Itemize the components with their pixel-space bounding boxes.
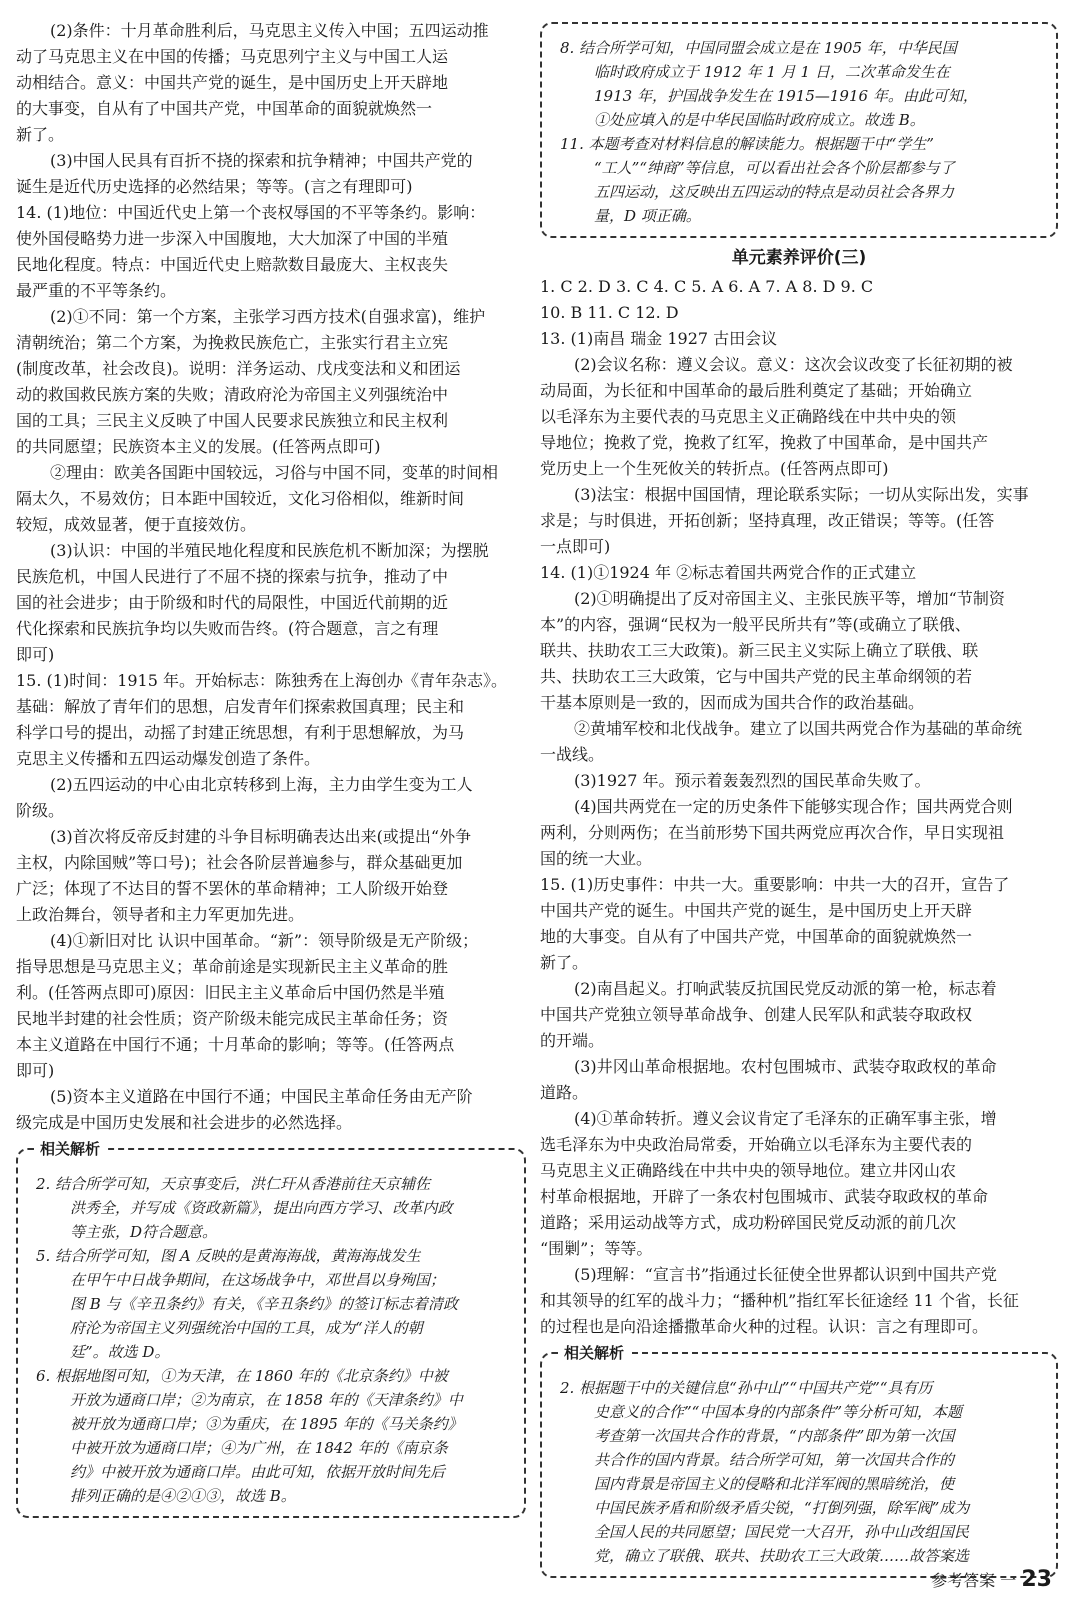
text-line: 即可) <box>16 645 55 664</box>
text-line: 清朝统治；第二个方案，为挽救民族危亡，主张实行君主立宪 <box>16 333 449 352</box>
analysis-label: 相关解析 <box>558 1342 630 1363</box>
text-line: 新了。 <box>16 125 65 144</box>
analysis-box-right <box>540 1344 1058 1578</box>
text-line: 诞生是近代历史选择的必然结果；等等。(言之有理即可) <box>16 177 413 196</box>
text-line: 10. B 11. C 12. D <box>540 303 679 322</box>
text-line: 党，确立了联俄、联共、扶助农工三大政策……故答案选 <box>594 1547 970 1565</box>
text-line: 民地半封建的社会性质；资产阶级未能完成民主革命任务；资 <box>16 1009 449 1028</box>
text-line: 党历史上一个生死攸关的转折点。(任答两点即可) <box>540 459 889 478</box>
text-line: ①处应填入的是中华民国临时政府成立。故选 B。 <box>594 111 925 129</box>
text-line: 代化探索和民族抗争均以失败而告终。(符合题意，言之有理 <box>16 619 439 638</box>
q14-block <box>540 560 1058 872</box>
text-line: 开放为通商口岸；②为南京，在 1858 年的《天津条约》中 <box>70 1391 463 1409</box>
text-line: 求是；与时俱进，开拓创新；坚持真理，改正错误；等等。(任答 <box>540 511 995 530</box>
text-line: 科学口号的提出，动摇了封建正统思想，有利于思想解放，为马 <box>16 723 465 742</box>
text-line: (3)1927 年。预示着轰轰烈烈的国民革命失败了。 <box>574 771 931 790</box>
text-line: 国的统一大业。 <box>540 849 653 868</box>
text-line: 两利，分则两伤；在当前形势下国共两党应再次合作，早日实现祖 <box>540 823 1005 842</box>
text-line: 8. 结合所学可知，中国同盟会成立是在 1905 年，中华民国 <box>560 39 957 57</box>
page-number: 23 <box>1021 1567 1052 1592</box>
text-line: 国的工具；三民主义反映了中国人民要求民族独立和民主权利 <box>16 411 449 430</box>
footer-label: 参考答案 <box>931 1571 996 1590</box>
text-line: (5)资本主义道路在中国行不通；中国民主革命任务由无产阶 <box>50 1087 473 1106</box>
text-line: 府沦为帝国主义列强统治中国的工具，成为“洋人的朝 <box>70 1319 423 1337</box>
text-line: 指导思想是马克思主义；革命前途是实现新民主主义革命的胜 <box>16 957 449 976</box>
text-line: 等主张，D符合题意。 <box>70 1223 218 1241</box>
text-line: 基础：解放了青年们的思想，启发青年们探索救国真理；民主和 <box>16 697 465 716</box>
text-line: 排列正确的是④②①③，故选 B。 <box>70 1487 296 1505</box>
text-line: 和其领导的红军的战斗力；“播种机”指红军长征途经 11 个省，长征 <box>540 1291 1019 1310</box>
text-line: 国的社会进步；由于阶级和时代的局限性，中国近代前期的近 <box>16 593 449 612</box>
text-line: 的过程也是向沿途播撒革命火种的过程。认识：言之有理即可。 <box>540 1317 989 1336</box>
page-footer <box>931 1567 1052 1592</box>
text-line: 五四运动，这反映出五四运动的特点是动员社会各界力 <box>594 183 955 201</box>
text-line: 一点即可) <box>540 537 611 556</box>
left-column <box>16 18 526 1524</box>
text-line: 本”的内容，强调“民权为一般平民所共有”等(或确立了联俄、 <box>540 615 971 634</box>
text-line: (2)南昌起义。打响武装反抗国民党反动派的第一枪，标志着 <box>574 979 997 998</box>
text-line: 广泛；体现了不达目的誓不罢休的革命精神；工人阶级开始登 <box>16 879 449 898</box>
text-line: 中国共产党的诞生。中国共产党的诞生，是中国历史上开天辟 <box>540 901 973 920</box>
text-line: 最严重的不平等条约。 <box>16 281 177 300</box>
text-line: (3)法宝：根据中国国情，理论联系实际；一切从实际出发，实事 <box>574 485 1029 504</box>
text-line: 选毛泽东为中央政治局常委，开始确立以毛泽东为主要代表的 <box>540 1135 973 1154</box>
q15-block <box>540 872 1058 1340</box>
text-line: 的开端。 <box>540 1031 605 1050</box>
q14-block <box>16 200 526 668</box>
text-line: 动局面，为长征和中国革命的最后胜利奠定了基础；开始确立 <box>540 381 973 400</box>
text-line: 共、扶助农工三大政策，它与中国共产党的民主革命纲领的若 <box>540 667 973 686</box>
text-line: 较短，成效显著，便于直接效仿。 <box>16 515 257 534</box>
text-line: 导地位；挽救了党，挽救了红军，挽救了中国革命，是中国共产 <box>540 433 989 452</box>
text-line: ②理由：欧美各国距中国较远，习俗与中国不同，变革的时间相 <box>50 463 499 482</box>
text-line: (4)国共两党在一定的历史条件下能够实现合作；国共两党合则 <box>574 797 1013 816</box>
multiple-choice-answers <box>540 274 1058 326</box>
text-line: (3)井冈山革命根据地。农村包围城市、武装夺取政权的革命 <box>574 1057 997 1076</box>
text-line: 动的救国救民族方案的失败；清政府沦为帝国主义列强统治中 <box>16 385 449 404</box>
text-line: 6. 根据地图可知，①为天津，在 1860 年的《北京条约》中被 <box>36 1367 448 1385</box>
text-line: 中被开放为通商口岸；④为广州，在 1842 年的《南京条 <box>70 1439 448 1457</box>
analysis-box-top <box>540 22 1058 238</box>
text-line: 临时政府成立于 1912 年 1 月 1 日，二次革命发生在 <box>594 63 950 81</box>
text-line: 国内背景是帝国主义的侵略和北洋军阀的黑暗统治，使 <box>594 1475 955 1493</box>
text-line: 级完成是中国历史发展和社会进步的必然选择。 <box>16 1113 353 1132</box>
text-line: 新了。 <box>540 953 589 972</box>
text-line: 11. 本题考查对材料信息的解读能力。根据题干中“学生” <box>560 135 934 153</box>
analysis-box-left <box>16 1140 526 1518</box>
text-line: (2)①不同：第一个方案，主张学习西方技术(自强求富)，维护 <box>50 307 486 326</box>
analysis-label: 相关解析 <box>34 1138 106 1159</box>
text-line: 隔太久，不易效仿；日本距中国较近，文化习俗相似，维新时间 <box>16 489 465 508</box>
text-line: 2. 根据题干中的关键信息“孙中山”“中国共产党”“具有历 <box>560 1379 933 1397</box>
text-line: 14. (1)地位：中国近代史上第一个丧权辱国的不平等条约。影响： <box>16 203 486 222</box>
text-line: (5)理解：“宣言书”指通过长征使全世界都认识到中国共产党 <box>574 1265 998 1284</box>
text-line: (2)会议名称：遵义会议。意义：这次会议改变了长征初期的被 <box>574 355 1013 374</box>
text-line: 利。(任答两点即可)原因：旧民主主义革命后中国仍然是半殖 <box>16 983 445 1002</box>
text-line: 以毛泽东为主要代表的马克思主义正确路线在中共中央的领 <box>540 407 957 426</box>
text-line: 廷”。故选 D。 <box>70 1343 170 1361</box>
text-line: 15. (1)时间：1915 年。开始标志：陈独秀在上海创办《青年杂志》。 <box>16 671 508 690</box>
text-line: 上政治舞台，领导者和主力军更加先进。 <box>16 905 305 924</box>
q15-block <box>16 668 526 1136</box>
text-line: (2)条件：十月革命胜利后，马克思主义传入中国；五四运动推 <box>50 21 489 40</box>
text-line: 民族危机，中国人民进行了不屈不挠的探索与抗争，推动了中 <box>16 567 449 586</box>
text-line: 洪秀全，并写成《资政新篇》，提出向西方学习、改革内政 <box>70 1199 453 1217</box>
text-line: 阶级。 <box>16 801 65 820</box>
text-line: (4)①新旧对比 认识中国革命。“新”：领导阶级是无产阶级； <box>50 931 479 950</box>
text-line: (3)中国人民具有百折不挠的探索和抗争精神；中国共产党的 <box>50 151 473 170</box>
text-line: (3)认识：中国的半殖民地化程度和民族危机不断加深；为摆脱 <box>50 541 489 560</box>
text-line: 1913 年，护国战争发生在 1915—1916 年。由此可知， <box>594 87 978 105</box>
text-line: 主权，内除国贼”等口号)；社会各阶层普遍参与，群众基础更加 <box>16 853 463 872</box>
footer-separator: 一 <box>1000 1571 1017 1590</box>
text-line: 干基本原则是一致的，因而成为国共合作的政治基础。 <box>540 693 925 712</box>
q13-block <box>540 326 1058 560</box>
text-line: 15. (1)历史事件：中共一大。重要影响：中共一大的召开，宣告了 <box>540 875 1010 894</box>
text-line: 克思主义传播和五四运动爆发创造了条件。 <box>16 749 321 768</box>
text-line: 民地化程度。特点：中国近代史上赔款数目最庞大、主权丧失 <box>16 255 449 274</box>
text-line: 联共、扶助农工三大政策)。新三民主义实际上确立了联俄、联 <box>540 641 979 660</box>
text-line: 道路；采用运动战等方式，成功粉碎国民党反动派的前几次 <box>540 1213 957 1232</box>
text-line: 考查第一次国共合作的背景，“内部条件”即为第一次国 <box>594 1427 955 1445</box>
text-line: 13. (1)南昌 瑞金 1927 古田会议 <box>540 329 778 348</box>
text-line: 动相结合。意义：中国共产党的诞生，是中国历史上开天辟地 <box>16 73 449 92</box>
text-line: 的大事变，自从有了中国共产党，中国革命的面貌就焕然一 <box>16 99 433 118</box>
text-line: 村革命根据地，开辟了一条农村包围城市、武装夺取政权的革命 <box>540 1187 989 1206</box>
text-line: 即可) <box>16 1061 55 1080</box>
text-line: 共合作的国内背景。结合所学可知，第一次国共合作的 <box>594 1451 955 1469</box>
text-line: 2. 结合所学可知，天京事变后，洪仁玕从香港前往天京辅佐 <box>36 1175 431 1193</box>
text-line: (2)五四运动的中心由北京转移到上海，主力由学生变为工人 <box>50 775 473 794</box>
text-line: 量，D 项正确。 <box>594 207 701 225</box>
text-line: (2)①明确提出了反对帝国主义、主张民族平等，增加“节制资 <box>574 589 1005 608</box>
text-line: 使外国侵略势力进一步深入中国腹地，大大加深了中国的半殖 <box>16 229 449 248</box>
text-line: 的共同愿望；民族资本主义的发展。(任答两点即可) <box>16 437 381 456</box>
text-line: 动了马克思主义在中国的传播；马克思列宁主义与中国工人运 <box>16 47 449 66</box>
text-line: 史意义的合作”“中国本身的内部条件”等分析可知，本题 <box>594 1403 963 1421</box>
text-line: 约》中被开放为通商口岸。由此可知，依据开放时间先后 <box>70 1463 446 1481</box>
text-line: 图 B 与《辛丑条约》有关，《辛丑条约》的签订标志着清政 <box>70 1295 459 1313</box>
text-line: 在甲午中日战争期间，在这场战争中，邓世昌以身殉国； <box>70 1271 446 1289</box>
text-line: (4)①革命转折。遵义会议肯定了毛泽东的正确军事主张，增 <box>574 1109 997 1128</box>
text-line: (制度改革，社会改良)。说明：洋务运动、戊戌变法和义和团运 <box>16 359 461 378</box>
section-heading: 单元素养评价(三) <box>731 248 867 268</box>
text-line: 全国人民的共同愿望；国民党一大召开，孙中山改组国民 <box>594 1523 970 1541</box>
text-line: 本主义道路在中国行不通；十月革命的影响；等等。(任答两点 <box>16 1035 455 1054</box>
text-line: “围剿”；等等。 <box>540 1239 653 1258</box>
text-line: 道路。 <box>540 1083 589 1102</box>
text-line: 被开放为通商口岸；③为重庆，在 1895 年的《马关条约》 <box>70 1415 463 1433</box>
text-line: 地的大事变。自从有了中国共产党，中国革命的面貌就焕然一 <box>540 927 973 946</box>
text-line: 中国共产党独立领导革命战争、创建人民军队和武装夺取政权 <box>540 1005 973 1024</box>
text-line: 1. C 2. D 3. C 4. C 5. A 6. A 7. A 8. D 9. C <box>540 277 874 296</box>
text-line: 马克思主义正确路线在中共中央的领导地位。建立井冈山农 <box>540 1161 957 1180</box>
text-line: 14. (1)①1924 年 ②标志着国共两党合作的正式建立 <box>540 563 917 582</box>
text-line: “工人”“绅商”等信息，可以看出社会各个阶层都参与了 <box>594 159 955 177</box>
text-line: 5. 结合所学可知，图 A 反映的是黄海海战，黄海海战发生 <box>36 1247 421 1265</box>
right-column <box>540 18 1058 1584</box>
text-line: (3)首次将反帝反封建的斗争目标明确表达出来(或提出“外争 <box>50 827 472 846</box>
text-line: 一战线。 <box>540 745 605 764</box>
text-line: ②黄埔军校和北伐战争。建立了以国共两党合作为基础的革命统 <box>574 719 1023 738</box>
q13-tail-block <box>16 18 526 200</box>
text-line: 中国民族矛盾和阶级矛盾尖锐，“打倒列强，除军阀”成为 <box>594 1499 970 1517</box>
